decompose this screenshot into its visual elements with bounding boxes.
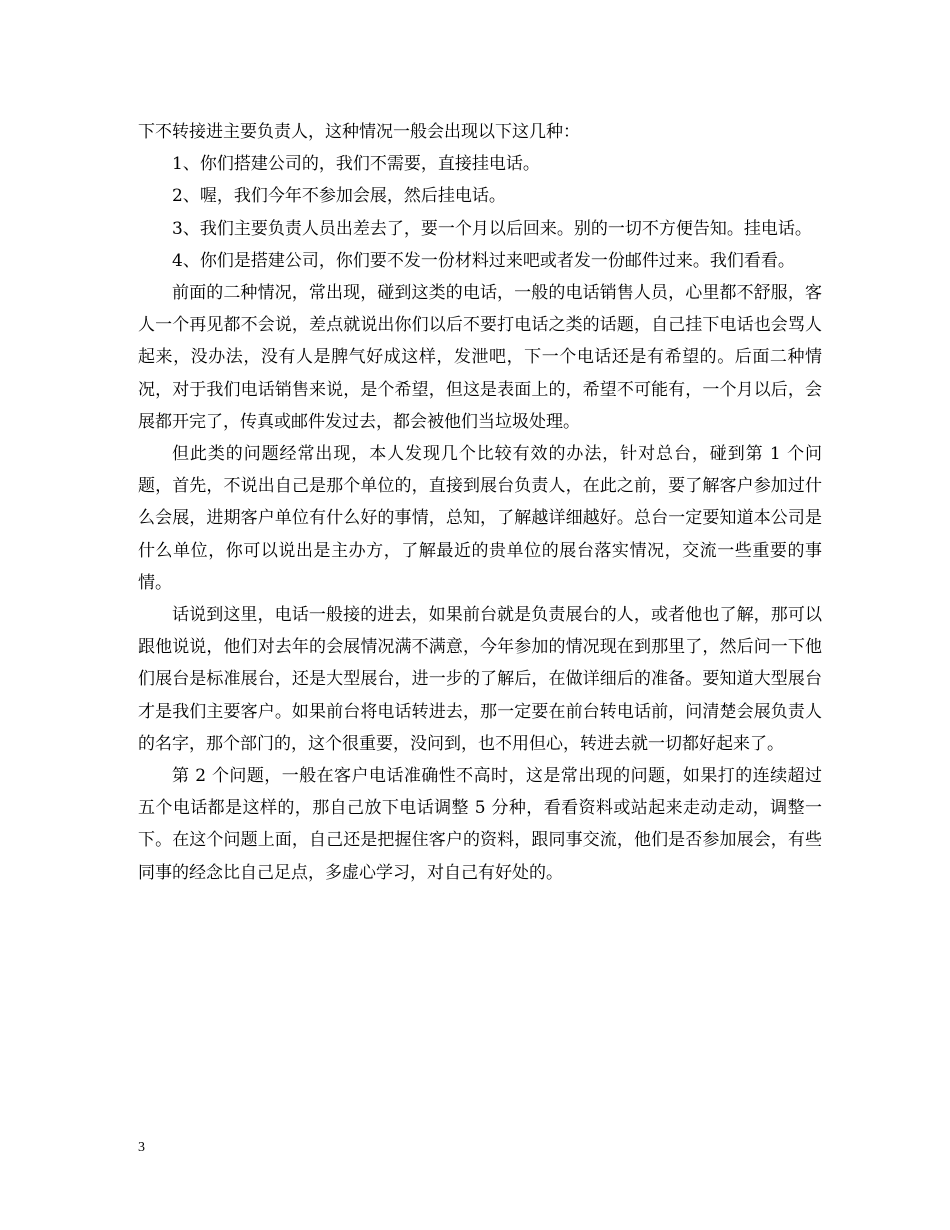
paragraph-3: 2、喔，我们今年不参加会展，然后挂电话。 (172, 186, 506, 207)
paragraph-8: 话说到这里，电话一般接的进去，如果前台就是负责展台的人，或者他也了解，那可以跟他说说，他们对去年的会展情况满不满意，今年参加的情况现在到那里了，然后问一下他们展台是标准展台，还是大型展台，进一步的了解后，在做详细后的准备。要知道大型展台才是我们主要客户。如果前台将电话转进去，那一定要在前台转电话前，问清楚会展负责人的名字，那个部门的，这个很重要，没问到，也不用但心，转进去就一切都好起来了。 (138, 605, 822, 754)
page-number: 3 (138, 1140, 145, 1155)
paragraph-5: 4、你们是搭建公司，你们要不发一份材料过来吧或者发一份邮件过来。我们看看。 (172, 250, 795, 271)
paragraph-2: 1、你们搭建公司的，我们不需要，直接挂电话。 (172, 154, 540, 175)
paragraph-7: 但此类的问题经常出现，本人发现几个比较有效的办法，针对总台，碰到第 1 个问题，首先，不说出自己是那个单位的，直接到展台负责人，在此之前，要了解客户参加过什么会展，进期客户单位有什么好的事情，总知，了解越详细越好。总台一定要知道本公司是什么单位，你可以说出是主办方，了解最近的贵单位的展台落实情况，交流一些重要的事情。 (138, 444, 822, 593)
paragraph-1: 下不转接进主要负责人，这种情况一般会出现以下这几种： (138, 122, 580, 142)
body-text (138, 116, 822, 889)
paragraph-6: 前面的二种情况，常出现，碰到这类的电话，一般的电话销售人员，心里都不舒服，客人一个再见都不会说，差点就说出你们以后不要打电话之类的话题，自己挂下电话也会骂人起来，没办法，没有人是脾气好成这样，发泄吧，下一个电话还是有希望的。后面二种情况，对于我们电话销售来说，是个希望，但这是表面上的，希望不可能有，一个月以后，会展都开完了，传真或邮件发过去，都会被他们当垃圾处理。 (138, 283, 822, 432)
paragraph-9: 第 2 个问题，一般在客户电话准确性不高时，这是常出现的问题，如果打的连续超过五个电话都是这样的，那自己放下电话调整 5 分种，看看资料或站起来走动走动，调整一下。在这个问题上面，自己还是把握住客户的资料，跟同事交流，他们是否参加展会，有些同事的经念比自己足点，多虚心学习，对自己有好处的。 (138, 766, 822, 883)
paragraph-4: 3、我们主要负责人员出差去了，要一个月以后回来。别的一切不方便告知。挂电话。 (172, 218, 812, 239)
